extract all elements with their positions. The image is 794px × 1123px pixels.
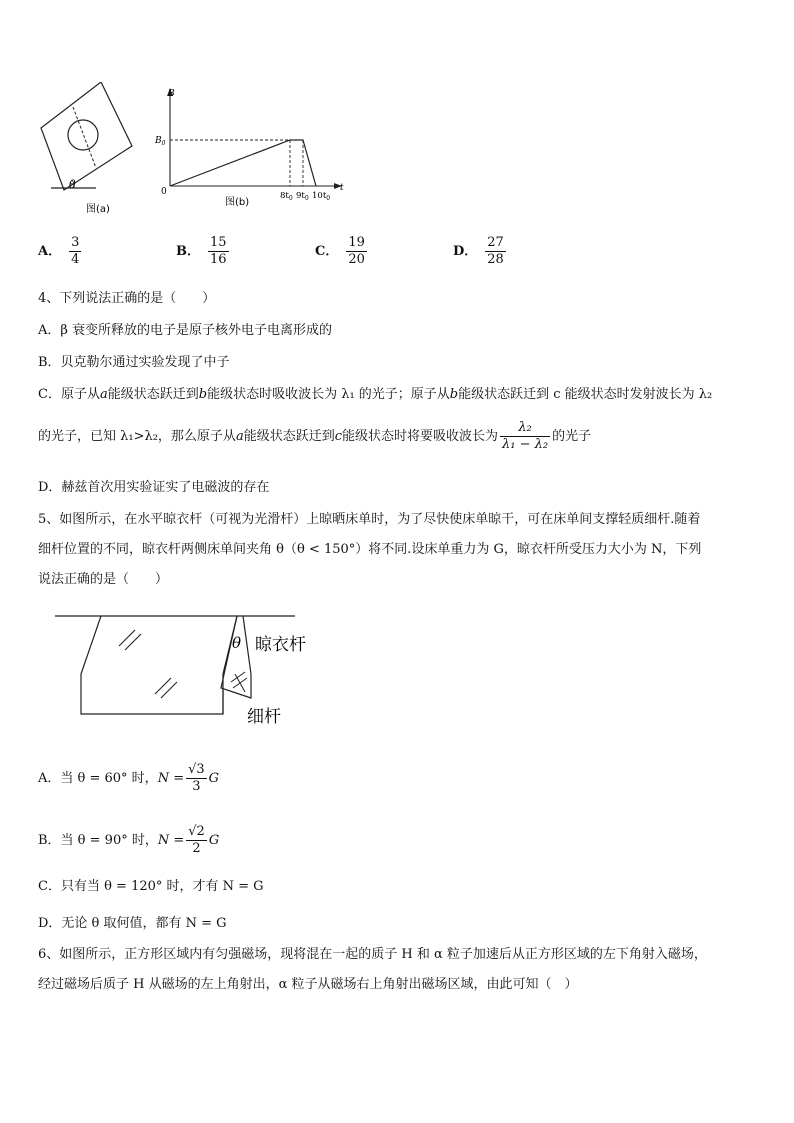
q4-option-a: A．β 衰变所释放的电子是原子核外电子电离形成的 <box>38 323 333 338</box>
q5-option-a: A．当 θ = 60° 时，N = $\frac{√3}{3}$ G <box>38 762 220 794</box>
q6-stem-line1: 6、如图所示，正方形区域内有匀强磁场，现将混在一起的质子 H 和 α 粒子加速后从正方形区域的左下角射入磁场， <box>38 947 707 962</box>
sheet-left <box>81 616 237 714</box>
tick-9t0: $9t_0$ <box>296 191 309 202</box>
boundary-dashed <box>73 107 96 168</box>
q3-option-b: B． $\frac{15}{16}$ <box>176 235 227 267</box>
q4-option-d: D．赫兹首次用实验证实了电磁波的存在 <box>38 480 270 495</box>
q5-stem-line3: 说法正确的是（ ） <box>38 572 169 587</box>
q3-option-c: C． $\frac{19}{20}$ <box>315 235 365 267</box>
figure-a <box>36 82 136 220</box>
thin-rod <box>235 674 245 692</box>
q4-option-c-line2: 的光子，已知 λ₁>λ₂，那么原子从a能级状态跃迁到c能级状态时将要吸收波长为 $\frac{\text{λ₂}}{\text{λ₁ − λ₂}}$ 的光子 <box>38 420 592 452</box>
q4-stem: 4、下列说法正确的是（ ） <box>38 291 216 306</box>
q5-option-b: B．当 θ = 90° 时，N = $\frac{√2}{2}$ G <box>38 824 220 856</box>
coil-circle <box>68 120 98 150</box>
figure-b-caption: 图(b) <box>225 197 250 208</box>
inclined-board <box>41 82 132 190</box>
q5-option-d: D．无论 θ 取何值，都有 N = G <box>38 916 227 931</box>
q5-stem-line1: 5、如图所示，在水平晾衣杆（可视为光滑杆）上晾晒床单时，为了尽快使床单晾干，可在床单间支撑轻质细杆.随着 <box>38 512 701 527</box>
q5-option-c: C．只有当 θ = 120° 时，才有 N = G <box>38 879 264 894</box>
q5-fig-thin-label: 细杆 <box>247 707 281 727</box>
q5-fig-rod-label: 晾衣杆 <box>255 635 306 655</box>
x-axis-label: t <box>340 183 344 193</box>
angle-label: θ <box>69 178 76 191</box>
q5-figure <box>55 602 325 732</box>
tick-10t0: $10t_0$ <box>312 191 331 202</box>
q4-option-b: B．贝克勒尔通过实验发现了中子 <box>38 355 230 370</box>
figure-b <box>150 82 350 212</box>
q3-option-d: D． $\frac{27}{28}$ <box>453 235 504 267</box>
figure-a-caption: 图(a) <box>86 204 110 215</box>
q6-stem-line2: 经过磁场后质子 H 从磁场的左上角射出，α 粒子从磁场右上角射出磁场区域，由此可知（ ） <box>38 977 578 992</box>
q4-option-c-line1: C．原子从a能级状态跃迁到b能级状态时吸收波长为 λ₁ 的光子；原子从b能级状态跃迁到 c 能级状态时发射波长为 λ₂ <box>38 387 713 402</box>
tick-8t0: $8t_0$ <box>280 191 293 202</box>
origin-label: 0 <box>161 187 167 197</box>
y-axis-label: B <box>168 89 175 99</box>
q5-stem-line2: 细杆位置的不同，晾衣杆两侧床单间夹角 θ（θ < 150°）将不同.设床单重力为 G，晾衣杆所受压力大小为 N，下列 <box>38 542 702 557</box>
q5-fig-theta: θ <box>232 634 242 652</box>
q3-option-a: A． $\frac{3}{4}$ <box>38 235 80 267</box>
b-t-graph <box>170 140 316 186</box>
b0-label: $B_0$ <box>155 136 166 147</box>
